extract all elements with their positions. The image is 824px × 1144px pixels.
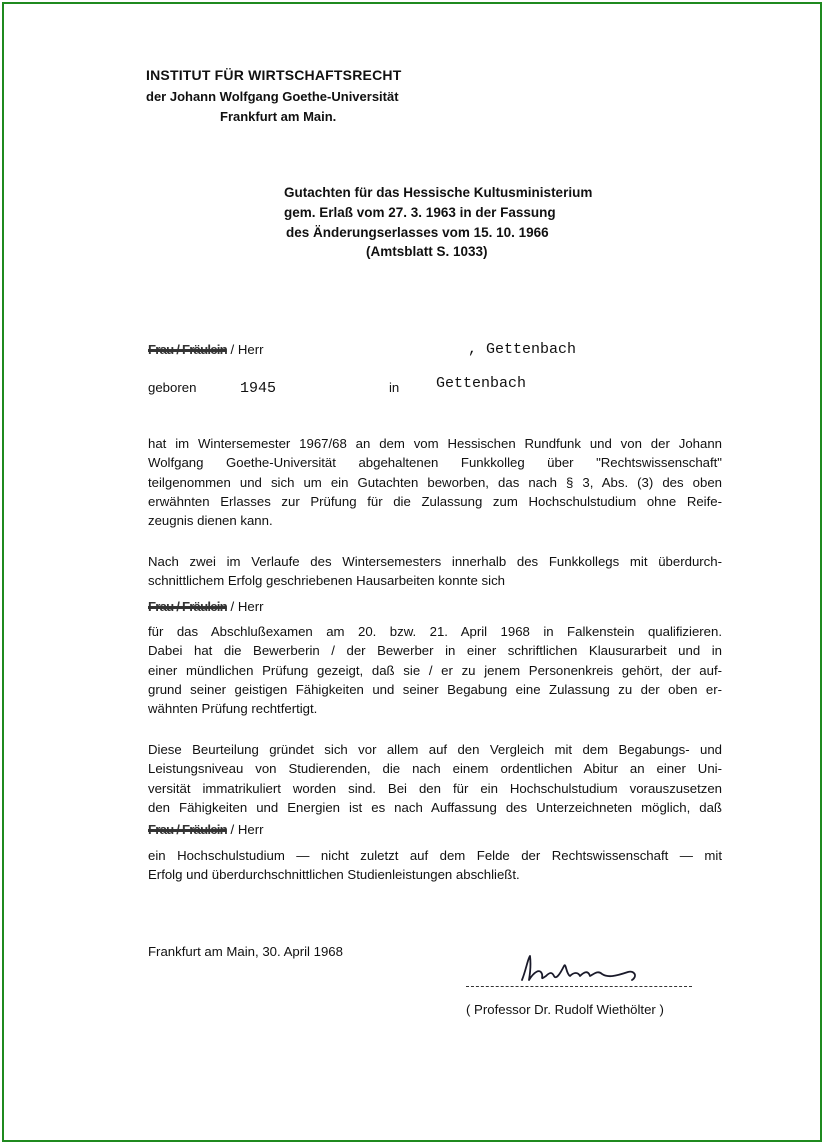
subject-line-2: gem. Erlaß vom 27. 3. 1963 in der Fassung — [284, 205, 556, 220]
place-date: Frankfurt am Main, 30. April 1968 — [148, 944, 343, 959]
paragraph-line: versität immatrikuliert worden sind. Bei den für ein Hochschulstudium vorauszusetzen — [148, 780, 722, 796]
in-label: in — [389, 380, 400, 395]
subject-line-1: Gutachten für das Hessische Kultusministerium — [284, 185, 593, 200]
salutation-struck: Frau / Fräulein — [148, 599, 227, 614]
paragraph-line: wähnten Prüfung rechtfertigt. — [148, 701, 318, 717]
paragraph-line: schnittlichem Erfolg geschriebenen Hausarbeiten konnte sich — [148, 573, 505, 589]
institute-city: Frankfurt am Main. — [220, 109, 337, 124]
born-label: geboren — [148, 380, 197, 395]
paragraph-line: Wolfgang Goethe-Universität abgehaltenen Funkkolleg über "Rechtswissenschaft" — [148, 455, 722, 471]
paragraph-line: Nach zwei im Verlaufe des Wintersemesters innerhalb des Funkkollegs mit überdurch- — [148, 554, 722, 569]
salutation-line-2 — [148, 597, 264, 616]
paragraph-line: den Fähigkeiten und Energien ist es nach Auffassung des Unterzeichneten möglich, daß — [148, 799, 722, 815]
institute-name: INSTITUT FÜR WIRTSCHAFTSRECHT — [146, 67, 402, 83]
candidate-name-suffix: , Gettenbach — [468, 341, 577, 358]
salutation-line — [148, 340, 264, 359]
birth-year: 1945 — [240, 380, 277, 397]
salutation-rest: / Herr — [230, 822, 264, 837]
paragraph-line: Diese Beurteilung gründet sich vor allem auf den Vergleich mit dem Begabungs- und — [148, 742, 722, 757]
paragraph-line: zeugnis dienen kann. — [148, 513, 273, 529]
salutation-rest: / Herr — [230, 342, 264, 357]
institute-university: der Johann Wolfgang Goethe-Universität — [146, 89, 399, 104]
paragraph-2 — [148, 552, 722, 591]
signature-line — [466, 986, 692, 987]
salutation-line-3 — [148, 820, 264, 839]
signatory-name: ( Professor Dr. Rudolf Wiethölter ) — [466, 1002, 664, 1017]
paragraph-5 — [148, 846, 722, 885]
paragraph-line: ein Hochschulstudium — nicht zuletzt auf dem Felde der Rechtswissenschaft — mit — [148, 848, 722, 863]
paragraph-line: Leistungsniveau von Studierenden, die nach einem ordentlichen Abitur an einer Uni- — [148, 761, 722, 777]
paragraph-line: erwähnten Erlasses zur Prüfung für die Zulassung zum Hochschulstudium ohne Reife- — [148, 493, 722, 509]
paragraph-line: einer mündlichen Prüfung gezeigt, daß sie / er zu jenem Personenkreis gehört, der auf- — [148, 662, 722, 678]
salutation-rest: / Herr — [230, 599, 264, 614]
salutation-struck: Frau / Fräulein — [148, 822, 227, 837]
paragraph-line: Erfolg und überdurchschnittlichen Studienleistungen abschließt. — [148, 867, 520, 883]
handwritten-signature — [516, 950, 646, 988]
subject-line-3: des Änderungserlasses vom 15. 10. 1966 — [286, 225, 549, 240]
paragraph-1 — [148, 434, 722, 530]
paragraph-3 — [148, 622, 722, 718]
paragraph-line: grund seiner geistigen Fähigkeiten und seiner Begabung eine Zulassung zu der oben er- — [148, 681, 722, 697]
paragraph-line: teilgenommen und sich um ein Gutachten beworben, das nach § 3, Abs. (3) des oben — [148, 474, 722, 490]
paragraph-line: hat im Wintersemester 1967/68 an dem vom Hessischen Rundfunk und von der Johann — [148, 436, 722, 451]
birthplace: Gettenbach — [436, 375, 527, 392]
salutation-struck: Frau / Fräulein — [148, 342, 227, 357]
paragraph-4 — [148, 740, 722, 817]
paragraph-line: Dabei hat die Bewerberin / der Bewerber in einer schriftlichen Klausurarbeit und in — [148, 643, 722, 659]
paragraph-line: für das Abschlußexamen am 20. bzw. 21. April 1968 in Falkenstein qualifizieren. — [148, 624, 722, 639]
subject-line-4: (Amtsblatt S. 1033) — [366, 244, 488, 259]
